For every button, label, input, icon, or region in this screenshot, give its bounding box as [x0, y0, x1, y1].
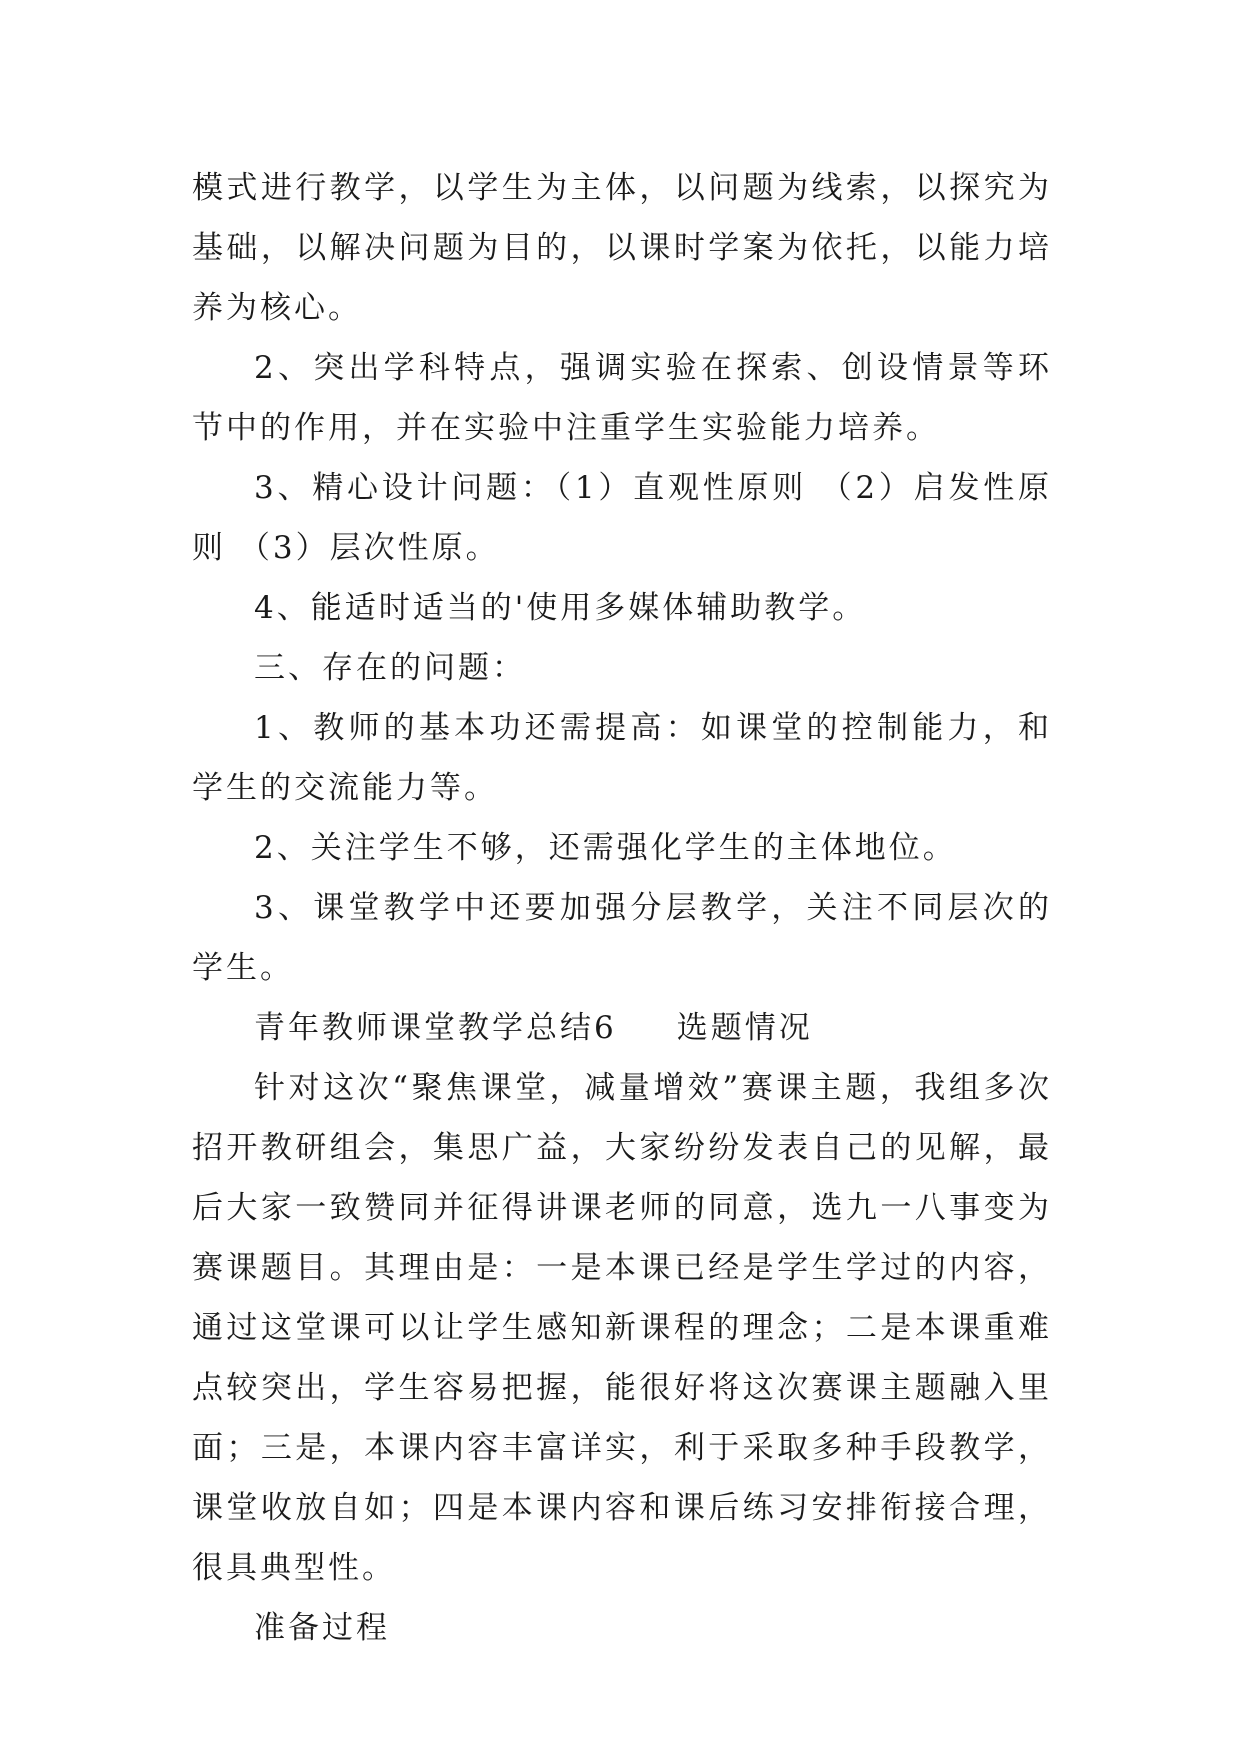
paragraph-2: 2、突出学科特点，强调实验在探索、创设情景等环节中的作用，并在实验中注重学生实验能力培养。 [192, 350, 1052, 446]
paragraph-8: 针对这次“聚焦课堂，减量增效”赛课主题，我组多次招开教研组会，集思广益，大家纷纷发表自己的见解，最后大家一致赞同并征得讲课老师的同意，选九一八事变为赛课题目。其理由是：一是本课已经是学生学过的内容，通过这堂课可以让学生感知新课程的理念；二是本课重难点较突出，学生容易把握，能很好将这次赛课主题融入里面；三是，本课内容丰富详实，利于采取多种手段教学，课堂收放自如；四是本课内容和课后练习安排衔接合理，很具典型性。 [192, 1070, 1052, 1586]
paragraph-5: 1、教师的基本功还需提高：如课堂的控制能力，和学生的交流能力等。 [192, 710, 1052, 806]
paragraph-1: 模式进行教学，以学生为主体，以问题为线索，以探究为基础，以解决问题为目的，以课时学案为依托，以能力培养为核心。 [192, 170, 1052, 326]
section-title-line [192, 998, 1052, 1058]
paragraph-9: 准备过程 [254, 1610, 390, 1646]
paragraph-4: 4、能适时适当的'使用多媒体辅助教学。 [254, 590, 867, 626]
document-body [192, 158, 1052, 1658]
paragraph-3: 3、精心设计问题：（1）直观性原则 （2）启发性原则 （3）层次性原。 [192, 470, 1052, 566]
paragraph-6: 2、关注学生不够，还需强化学生的主体地位。 [254, 830, 957, 866]
section-heading-problems: 三、存在的问题： [254, 650, 526, 686]
paragraph-7: 3、课堂教学中还要加强分层教学，关注不同层次的学生。 [192, 890, 1052, 986]
section-subtitle: 选题情况 [676, 1010, 813, 1046]
section-title: 青年教师课堂教学总结6 [254, 1010, 617, 1046]
